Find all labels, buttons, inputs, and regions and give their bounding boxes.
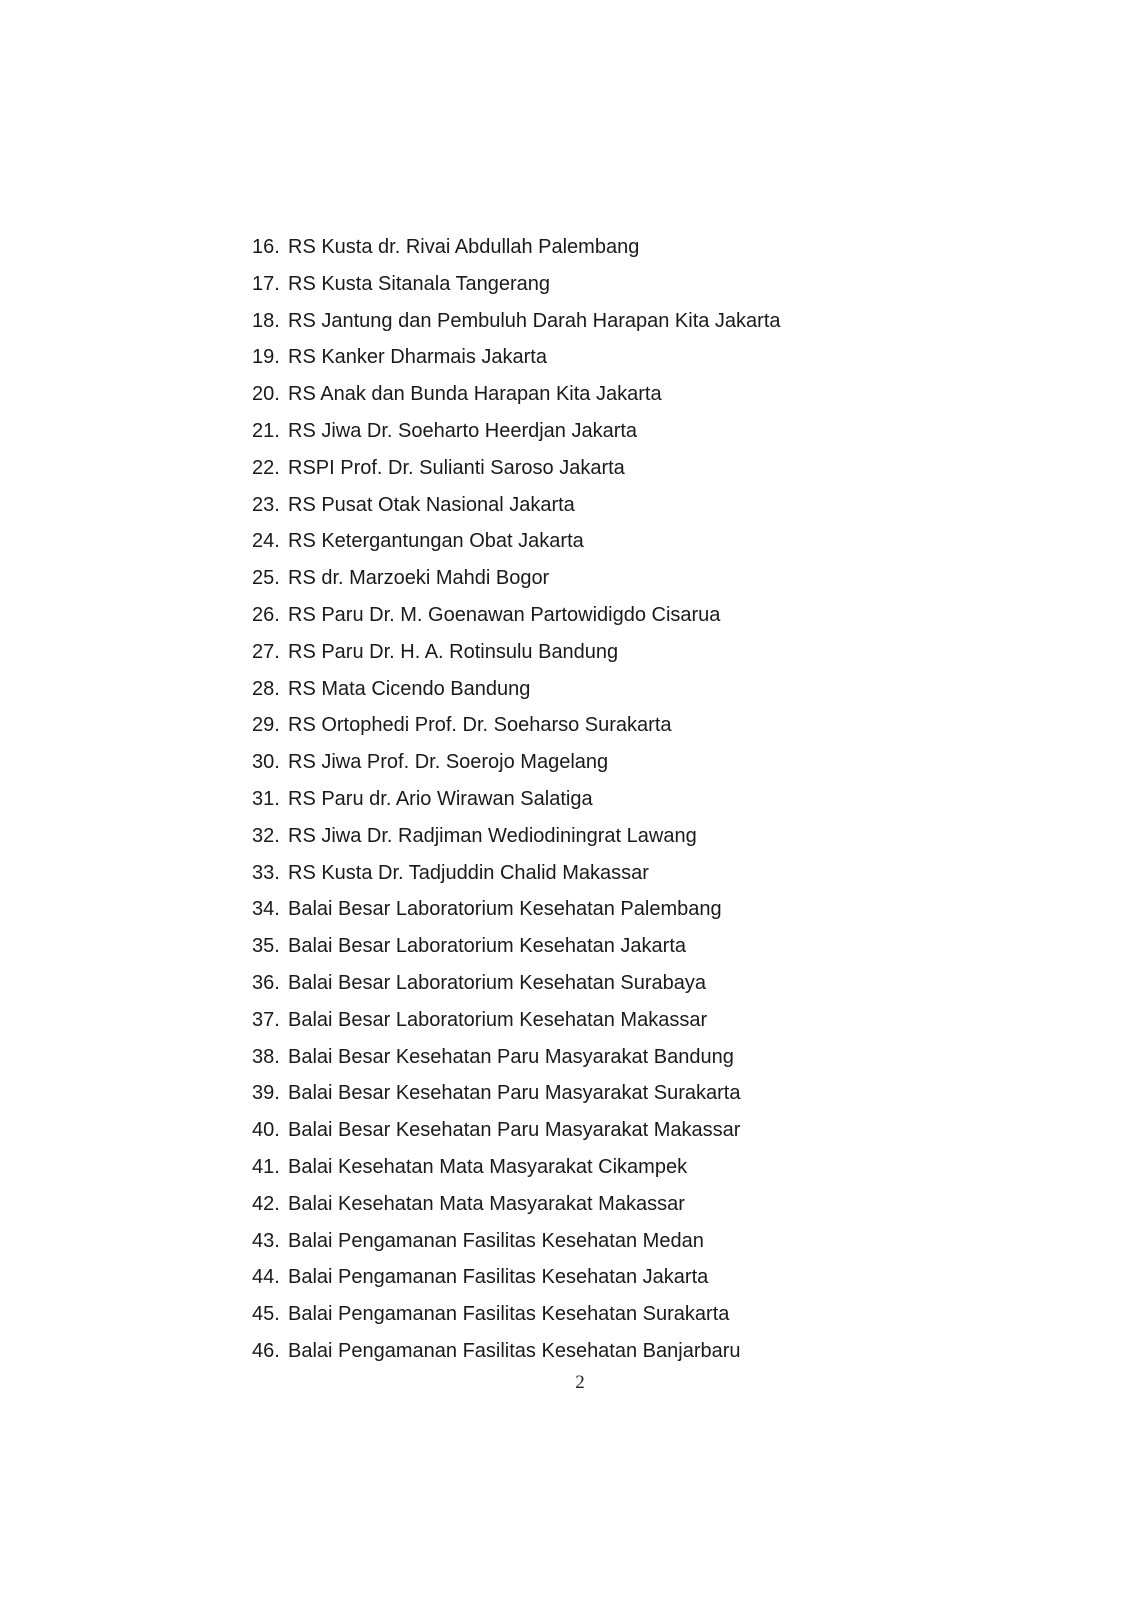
item-number: 30.: [252, 751, 280, 774]
list-item: [252, 563, 781, 600]
item-text: RS Kusta Dr. Tadjuddin Chalid Makassar: [288, 861, 649, 884]
list-item: [252, 637, 781, 674]
item-number: 36.: [252, 971, 280, 994]
item-number: 43.: [252, 1229, 280, 1252]
item-text: Balai Kesehatan Mata Masyarakat Cikampek: [288, 1155, 688, 1178]
item-text: RSPI Prof. Dr. Sulianti Saroso Jakarta: [288, 456, 625, 479]
list-item: [252, 1078, 781, 1115]
item-number: 18.: [252, 309, 280, 332]
item-text: RS Jiwa Dr. Soeharto Heerdjan Jakarta: [288, 419, 638, 442]
item-number: 16.: [252, 236, 280, 258]
item-number: 34.: [252, 898, 280, 921]
item-number: 32.: [252, 824, 280, 847]
item-text: Balai Kesehatan Mata Masyarakat Makassar: [288, 1192, 685, 1215]
item-text: RS Jiwa Prof. Dr. Soerojo Magelang: [288, 751, 609, 774]
item-number: 19.: [252, 346, 280, 369]
list-item: [252, 747, 781, 784]
item-number: 40.: [252, 1119, 280, 1142]
list-item: [252, 1042, 781, 1079]
item-text: Balai Besar Laboratorium Kesehatan Jakarta: [288, 935, 687, 958]
item-number: 44.: [252, 1266, 280, 1289]
item-text: RS Paru Dr. M. Goenawan Partowidigdo Cisarua: [288, 603, 721, 626]
list-item: [252, 894, 781, 931]
list-item: [252, 269, 781, 306]
item-number: 45.: [252, 1303, 280, 1326]
list-item: [252, 416, 781, 453]
item-number: 33.: [252, 861, 280, 884]
item-number: 27.: [252, 640, 280, 663]
item-text: RS Ketergantungan Obat Jakarta: [288, 530, 584, 553]
item-text: RS Kusta dr. Rivai Abdullah Palembang: [288, 236, 640, 258]
list-item: [252, 1152, 781, 1189]
item-text: RS Anak dan Bunda Harapan Kita Jakarta: [288, 383, 662, 406]
item-number: 46.: [252, 1339, 280, 1362]
list-item: [252, 1115, 781, 1152]
item-text: RS Jantung dan Pembuluh Darah Harapan Kita Jakarta: [288, 309, 781, 332]
item-number: 39.: [252, 1082, 280, 1105]
list-item: [252, 379, 781, 416]
item-text: Balai Besar Kesehatan Paru Masyarakat Surakarta: [288, 1082, 741, 1105]
item-number: 25.: [252, 567, 280, 590]
item-text: RS Kanker Dharmais Jakarta: [288, 346, 547, 369]
list-item: [252, 1189, 781, 1226]
list-item: [252, 858, 781, 895]
item-number: 29.: [252, 714, 280, 737]
item-text: Balai Pengamanan Fasilitas Kesehatan Medan: [288, 1229, 704, 1252]
item-text: Balai Pengamanan Fasilitas Kesehatan Surakarta: [288, 1303, 730, 1326]
item-number: 21.: [252, 419, 280, 442]
list-item: [252, 1262, 781, 1299]
item-number: 22.: [252, 456, 280, 479]
item-text: RS Kusta Sitanala Tangerang: [288, 272, 551, 295]
item-text: RS Jiwa Dr. Radjiman Wediodiningrat Lawang: [288, 824, 697, 847]
list-item: [252, 1226, 781, 1263]
item-number: 24.: [252, 530, 280, 553]
item-number: 23.: [252, 493, 280, 516]
item-text: RS dr. Marzoeki Mahdi Bogor: [288, 567, 550, 590]
list-item: [252, 674, 781, 711]
item-text: Balai Besar Laboratorium Kesehatan Surabaya: [288, 971, 707, 994]
list-item: [252, 821, 781, 858]
page-number: 2: [575, 1372, 585, 1393]
list-item: [252, 931, 781, 968]
item-text: Balai Pengamanan Fasilitas Kesehatan Banjarbaru: [288, 1339, 741, 1362]
list-item: [252, 784, 781, 821]
item-text: Balai Besar Kesehatan Paru Masyarakat Makassar: [288, 1119, 741, 1142]
item-number: 41.: [252, 1155, 280, 1178]
item-text: Balai Besar Laboratorium Kesehatan Makassar: [288, 1008, 708, 1031]
list-item: [252, 490, 781, 527]
item-text: RS Ortophedi Prof. Dr. Soeharso Surakarta: [288, 714, 672, 737]
item-number: 20.: [252, 383, 280, 406]
item-text: RS Paru dr. Ario Wirawan Salatiga: [288, 787, 593, 810]
item-text: RS Pusat Otak Nasional Jakarta: [288, 493, 575, 516]
list-item: [252, 1005, 781, 1042]
item-text: Balai Besar Kesehatan Paru Masyarakat Bandung: [288, 1045, 734, 1068]
item-number: 26.: [252, 603, 280, 626]
list-item: [252, 232, 781, 269]
item-number: 28.: [252, 677, 280, 700]
list-item: [252, 306, 781, 343]
item-number: 35.: [252, 935, 280, 958]
list-item: [252, 1336, 781, 1373]
item-text: RS Paru Dr. H. A. Rotinsulu Bandung: [288, 640, 619, 663]
list-item: [252, 342, 781, 379]
item-number: 42.: [252, 1192, 280, 1215]
item-number: 31.: [252, 787, 280, 810]
item-number: 37.: [252, 1008, 280, 1031]
item-text: Balai Besar Laboratorium Kesehatan Palembang: [288, 898, 722, 921]
list-item: [252, 453, 781, 490]
list-item: [252, 526, 781, 563]
item-number: 17.: [252, 272, 280, 295]
item-text: RS Mata Cicendo Bandung: [288, 677, 531, 700]
list-item: [252, 968, 781, 1005]
list-item: [252, 600, 781, 637]
item-number: 38.: [252, 1045, 280, 1068]
list-item: [252, 710, 781, 747]
item-text: Balai Pengamanan Fasilitas Kesehatan Jakarta: [288, 1266, 709, 1289]
hospital-list: [252, 232, 781, 1373]
list-item: [252, 1299, 781, 1336]
